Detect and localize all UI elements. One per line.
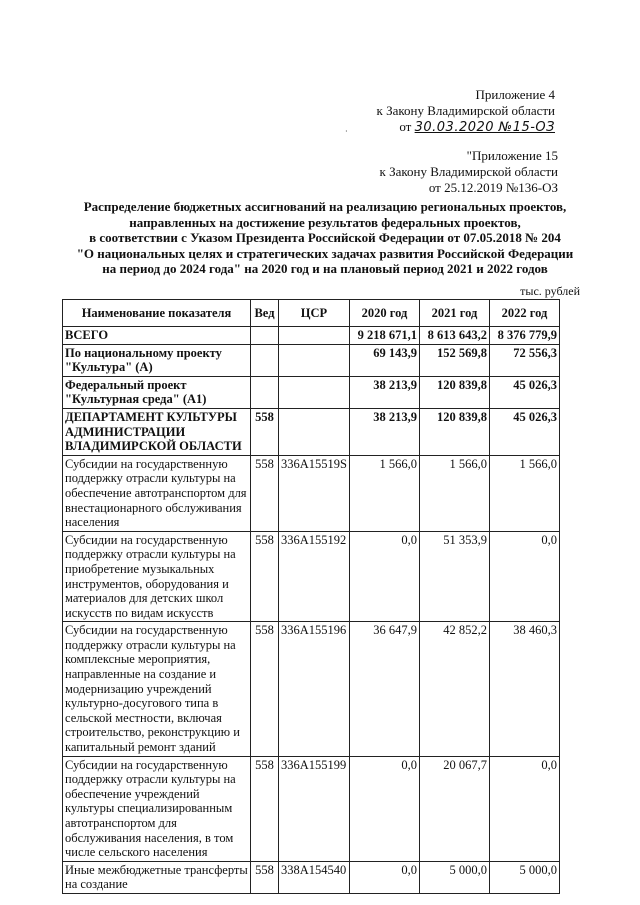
- cell-csr: 336A15519S: [279, 455, 350, 531]
- cell-2021: 42 852,2: [419, 622, 489, 756]
- cell-csr: [279, 408, 350, 455]
- cell-2021: 1 566,0: [419, 455, 489, 531]
- appendix-15-law: к Закону Владимирской области: [379, 164, 558, 179]
- cell-csr: 336A155196: [279, 622, 350, 756]
- cell-name: Субсидии на государственную поддержку отрасли культуры на приобретение музыкальных инструментов, оборудования и материалов для детских школ искусств по видам искусств: [63, 531, 251, 622]
- cell-ved: 558: [251, 531, 279, 622]
- cell-2020: 0,0: [349, 531, 419, 622]
- cell-ved: [251, 344, 279, 376]
- cell-2020: 36 647,9: [349, 622, 419, 756]
- header-2022: 2022 год: [489, 300, 559, 327]
- header-name: Наименование показателя: [63, 300, 251, 327]
- document-title: [40, 199, 610, 277]
- table-row-total: [63, 327, 560, 345]
- cell-2021: 120 839,8: [419, 376, 489, 408]
- cell-ved: 558: [251, 622, 279, 756]
- cell-2021: 20 067,7: [419, 756, 489, 861]
- cell-2022: 72 556,3: [489, 344, 559, 376]
- table-row: [63, 622, 560, 756]
- appendix-4-from: от: [399, 119, 412, 134]
- table-row: [63, 756, 560, 861]
- cell-name: ВСЕГО: [63, 327, 251, 345]
- cell-csr: [279, 344, 350, 376]
- cell-2020: 0,0: [349, 861, 419, 893]
- cell-2022: 0,0: [489, 756, 559, 861]
- table-row: [63, 455, 560, 531]
- cell-2022: 45 026,3: [489, 408, 559, 455]
- cell-name: Субсидии на государственную поддержку отрасли культуры на обеспечение автотранспортом для внестационарного обслуживания населения: [63, 455, 251, 531]
- cell-2020: 38 213,9: [349, 376, 419, 408]
- cell-csr: 336A155199: [279, 756, 350, 861]
- cell-2020: 1 566,0: [349, 455, 419, 531]
- cell-ved: 558: [251, 756, 279, 861]
- table-row: [63, 344, 560, 376]
- title-line: в соответствии с Указом Президента Российской Федерации от 07.05.2018 № 204: [89, 230, 561, 245]
- cell-csr: 336A155192: [279, 531, 350, 622]
- header-ved: Вед: [251, 300, 279, 327]
- cell-ved: 558: [251, 861, 279, 893]
- cell-2022: 45 026,3: [489, 376, 559, 408]
- cell-name: Иные межбюджетные трансферты на создание: [63, 861, 251, 893]
- cell-2020: 9 218 671,1: [349, 327, 419, 345]
- cell-csr: [279, 327, 350, 345]
- cell-2021: 120 839,8: [419, 408, 489, 455]
- cell-2021: 51 353,9: [419, 531, 489, 622]
- appendix-4-law: к Закону Владимирской области: [376, 103, 555, 118]
- cell-2020: 0,0: [349, 756, 419, 861]
- cell-csr: 338A154540: [279, 861, 350, 893]
- appendix-15-title: "Приложение 15: [466, 148, 558, 163]
- units-label: тыс. рублей: [520, 284, 580, 298]
- table-row: [63, 531, 560, 622]
- title-line: направленных на достижение результатов федеральных проектов,: [129, 214, 521, 230]
- cell-ved: [251, 327, 279, 345]
- table-row: [63, 376, 560, 408]
- appendix-15-block: [380, 148, 558, 196]
- table-header-row: [63, 300, 560, 327]
- cell-2021: 152 569,8: [419, 344, 489, 376]
- header-2021: 2021 год: [419, 300, 489, 327]
- appendix-4-block: [377, 87, 555, 136]
- appendix-4-title: Приложение 4: [475, 87, 555, 102]
- cell-2022: 5 000,0: [489, 861, 559, 893]
- cell-2022: 38 460,3: [489, 622, 559, 756]
- cell-2020: 38 213,9: [349, 408, 419, 455]
- cell-2021: 8 613 643,2: [419, 327, 489, 345]
- cell-2022: 1 566,0: [489, 455, 559, 531]
- cell-ved: 558: [251, 455, 279, 531]
- cell-name: ДЕПАРТАМЕНТ КУЛЬТУРЫ АДМИНИСТРАЦИИ ВЛАДИМИРСКОЙ ОБЛАСТИ: [63, 408, 251, 455]
- appendix-15-date: от 25.12.2019 №136-ОЗ: [428, 180, 558, 195]
- cell-2022: 0,0: [489, 531, 559, 622]
- header-2020: 2020 год: [349, 300, 419, 327]
- title-line: "О национальных целях и стратегических задачах развития Российской Федерации: [76, 245, 574, 261]
- stray-mark: ·: [345, 127, 348, 136]
- cell-name: Субсидии на государственную поддержку отрасли культуры на обеспечение учреждений культуры специализированным автотранспортом для обслуживания населения, в том числе сельского населения: [63, 756, 251, 861]
- table-row: [63, 408, 560, 455]
- cell-name: Федеральный проект "Культурная среда" (А1): [63, 376, 251, 408]
- cell-2021: 5 000,0: [419, 861, 489, 893]
- cell-csr: [279, 376, 350, 408]
- cell-2020: 69 143,9: [349, 344, 419, 376]
- cell-ved: [251, 376, 279, 408]
- title-line: Распределение бюджетных ассигнований на реализацию региональных проектов,: [83, 199, 567, 214]
- cell-name: По национальному проекту "Культура" (А): [63, 344, 251, 376]
- title-line: на период до 2024 года" на 2020 год и на плановый период 2021 и 2022 годов: [102, 261, 548, 276]
- cell-2022: 8 376 779,9: [489, 327, 559, 345]
- budget-table: [62, 299, 560, 894]
- header-csr: ЦСР: [279, 300, 350, 327]
- cell-ved: 558: [251, 408, 279, 455]
- cell-name: Субсидии на государственную поддержку отрасли культуры на комплексные мероприятия, направленные на создание и модернизацию учреждений культурно-досугового типа в сельской местности, включая строительство, реконструкцию и капитальный ремонт зданий: [63, 622, 251, 756]
- table-row: [63, 861, 560, 893]
- appendix-4-date: [377, 119, 555, 136]
- handwritten-date-number: 30.03.2020 №15-ОЗ: [414, 120, 555, 135]
